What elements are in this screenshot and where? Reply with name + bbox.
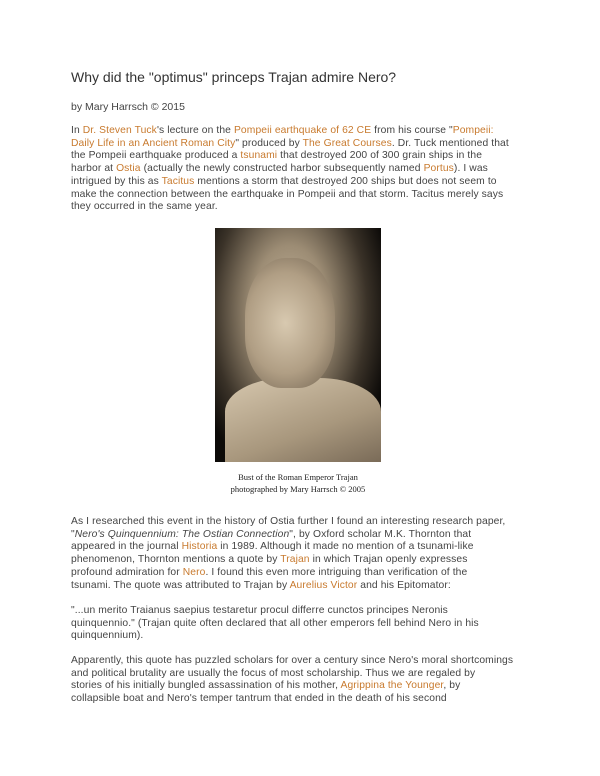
- text-run: "...un merito Traianus saepius testaretur procul differre cunctos principes Neronis: [71, 605, 448, 616]
- inline-link[interactable]: Historia: [181, 541, 218, 553]
- text-run: Apparently, this quote has puzzled scholars for over a century since Nero's moral shortcomings: [71, 655, 514, 666]
- caption-line: Bust of the Roman Emperor Trajan: [238, 472, 358, 482]
- text-run: . I found this even more intriguing than verification of the: [205, 566, 468, 578]
- inline-link[interactable]: tsunami: [240, 150, 278, 162]
- text-line: [71, 668, 513, 681]
- text-run: quinquennium).: [71, 630, 144, 642]
- bust-head: [245, 258, 335, 388]
- text-line: [71, 541, 505, 554]
- text-run: , by: [443, 680, 461, 692]
- text-run: and his Epitomator:: [357, 579, 451, 591]
- inline-link[interactable]: Daily Life in an Ancient Roman City: [71, 137, 236, 149]
- text-run: intrigued by this as: [71, 175, 162, 187]
- text-run: they occurred in the same year.: [71, 201, 218, 213]
- text-run: In: [71, 125, 83, 136]
- text-line: [71, 655, 513, 668]
- text-line: [71, 529, 505, 542]
- text-line: [71, 693, 513, 706]
- inline-link[interactable]: Nero: [182, 566, 206, 578]
- text-line: [71, 554, 505, 567]
- text-run: stories of his initially bungled assassination of his mother,: [71, 680, 341, 692]
- text-run: harbor at: [71, 163, 117, 175]
- photo-caption: [215, 471, 381, 495]
- text-run: As I researched this event in the history of Ostia further I found an interesting research paper,: [71, 516, 506, 527]
- italic-title: Nero's Quinquennium: The Ostian Connection: [74, 528, 290, 540]
- text-line: [71, 138, 509, 151]
- text-run: make the connection between the earthquake in Pompeii and that storm. Tacitus merely says: [71, 188, 504, 200]
- text-run: ": [71, 528, 75, 540]
- inline-link[interactable]: Portus: [423, 163, 454, 175]
- text-run: 's lecture on the: [156, 125, 234, 136]
- text-line: [71, 580, 505, 593]
- text-line: [71, 516, 505, 529]
- paragraph-research: [71, 516, 505, 592]
- paragraph-apparently: [71, 655, 513, 706]
- text-run: the Pompeii earthquake produced a: [71, 150, 241, 162]
- text-run: (actually the newly constructed harbor subsequently named: [140, 163, 424, 175]
- text-line: [71, 150, 509, 163]
- text-run: profound admiration for: [71, 566, 183, 578]
- text-line: [71, 567, 505, 580]
- text-line: [71, 605, 479, 618]
- text-line: [71, 201, 509, 214]
- text-line: [71, 680, 513, 693]
- text-run: from his course ": [371, 125, 453, 136]
- paragraph-intro: [71, 125, 509, 214]
- text-run: in 1989. Although it made no mention of a tsunami-like: [217, 541, 474, 553]
- byline: by Mary Harrsch © 2015: [71, 101, 185, 113]
- text-run: " produced by: [235, 137, 303, 149]
- text-run: collapsible boat and Nero's temper tantrum that ended in the death of his second: [71, 693, 447, 705]
- text-run: ", by Oxford scholar M.K. Thornton that: [289, 528, 472, 540]
- text-run: in which Trajan openly expresses: [309, 554, 468, 566]
- caption-line: photographed by Mary Harrsch © 2005: [230, 484, 366, 494]
- text-line: [71, 189, 509, 202]
- page-title: Why did the "optimus" princeps Trajan admire Nero?: [71, 69, 397, 85]
- text-run: mentions a storm that destroyed 200 ships but does not seem to: [194, 175, 497, 187]
- text-line: [71, 176, 509, 189]
- inline-link[interactable]: Aurelius Victor: [289, 579, 358, 591]
- text-run: ). I was: [453, 163, 488, 175]
- inline-link[interactable]: Trajan: [280, 554, 310, 566]
- text-line: [71, 125, 509, 138]
- inline-link[interactable]: Ostia: [116, 163, 141, 175]
- trajan-bust-photo: [215, 228, 381, 462]
- text-line: [71, 618, 479, 631]
- inline-link[interactable]: The Great Courses: [302, 137, 392, 149]
- inline-link[interactable]: Dr. Steven Tuck: [82, 125, 157, 136]
- text-run: and political brutality are usually the focus of most scholarship. Thus we are regaled by: [71, 667, 476, 679]
- inline-link[interactable]: Pompeii earthquake of 62 CE: [233, 125, 372, 136]
- text-run: that destroyed 200 of 300 grain ships in the: [277, 150, 483, 162]
- text-run: tsunami. The quote was attributed to Trajan by: [71, 579, 290, 591]
- inline-link[interactable]: Agrippina the Younger: [340, 680, 444, 692]
- inline-link[interactable]: Pompeii:: [452, 125, 494, 136]
- bust-chest: [225, 378, 381, 462]
- paragraph-quote: [71, 605, 479, 643]
- text-line: [71, 630, 479, 643]
- text-run: phenomenon, Thornton mentions a quote by: [71, 554, 281, 566]
- text-run: quinquennio." (Trajan quite often declared that all other emperors fell behind Nero in his: [71, 617, 479, 629]
- text-run: . Dr. Tuck mentioned that: [391, 137, 509, 149]
- text-run: appeared in the journal: [71, 541, 182, 553]
- inline-link[interactable]: Tacitus: [161, 175, 195, 187]
- text-line: [71, 163, 509, 176]
